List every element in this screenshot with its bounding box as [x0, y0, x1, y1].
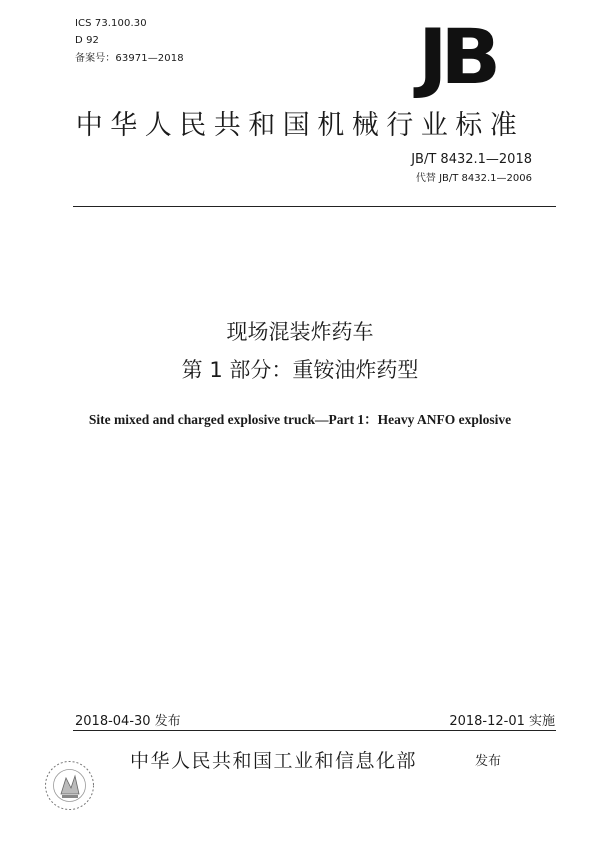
issuing-authority: 中华人民共和国工业和信息化部	[130, 750, 418, 772]
replaces-standard: 代替 JB/T 8432.1—2006	[415, 173, 532, 184]
jb-logo: JB	[418, 12, 494, 101]
issue-date: 2018-04-30 发布	[75, 714, 181, 729]
top-divider	[73, 206, 556, 207]
ministry-seal-icon	[42, 758, 97, 813]
title-chinese-line-2: 第 1 部分：重铵油炸药型	[181, 358, 419, 382]
title-chinese-line-1: 现场混装炸药车	[226, 320, 374, 344]
registration-number: 备案号：63971—2018	[75, 53, 184, 64]
standard-number: JB/T 8432.1—2018	[411, 152, 532, 167]
bottom-divider	[73, 730, 556, 731]
title-english: Site mixed and charged explosive truck—Part 1：Heavy ANFO explosive	[88, 412, 512, 427]
implementation-date: 2018-12-01 实施	[449, 714, 555, 729]
classification-code: D 92	[75, 35, 100, 46]
ics-code: ICS 73.100.30	[75, 18, 147, 29]
issuing-label: 发布	[475, 754, 502, 769]
industry-standard-heading: 中华人民共和国机械行业标准	[75, 110, 525, 141]
